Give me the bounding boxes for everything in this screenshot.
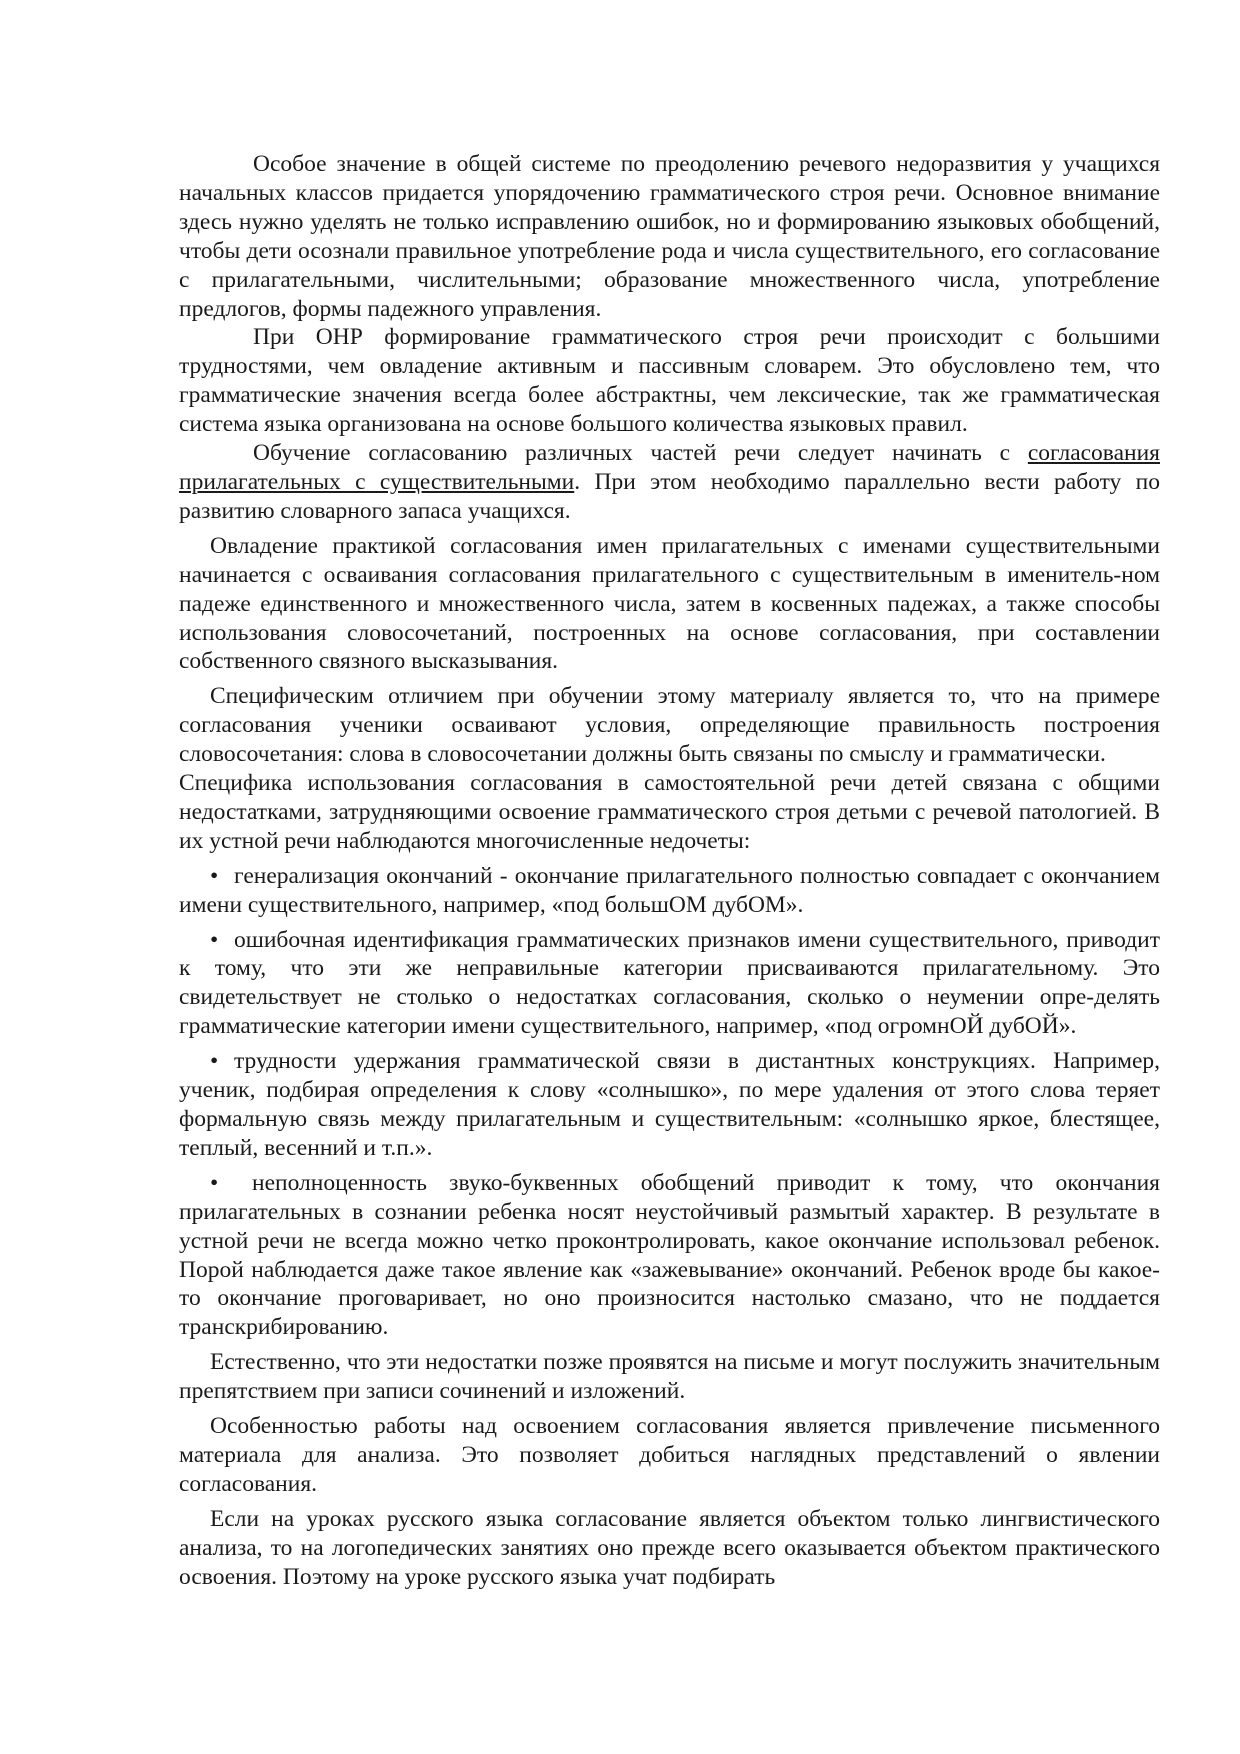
paragraph-3-underlined-text: согласования прилагательных с существительными [179, 440, 1160, 495]
paragraph-1: Особое значение в общей системе по преодолению речевого недоразвития у учащихся начальных классов придается упорядочению грамматического строя речи. Основное внимание здесь нужно уделять не только исправлению ошибок, но и формированию языковых обобщений, чтобы дети осознали правильное употребление рода и числа существительного, его согласование с прилагательными, числительными; образование множественного числа, употребление предлогов, формы падежного управления. [179, 151, 1160, 322]
bullet-item-text: трудности удержания грамматической связи в дистантных конструкциях. Например, ученик, подбирая определения к слову «солнышко», по мере удаления от этого слова теряет формальную связь между прилагательным и существительным: «солнышко яркое, блестящее, теплый, весенний и т.п.». [179, 1048, 1160, 1161]
paragraph-5: Специфическим отличием при обучении этому материалу является то, что на примере согласования ученики осваивают условия, определяющие правильность построения словосочетания: слова в словосочетании должны быть связаны по смыслу и грамматически. [179, 683, 1160, 768]
bullet-item-text: ошибочная идентификация грамматических признаков имени существительного, приводит к тому, что эти же неправильные категории присваиваются прилагательному. Это свидетельствует не столько о недостатках согласования, сколько о неумении опре-делять грамматические категории имени существительного, например, «под огромнОЙ дубОЙ». [179, 926, 1160, 1040]
bullet-item-4 [179, 1169, 1160, 1342]
bullet-item-3 [179, 1047, 1160, 1163]
paragraph-9: Если на уроках русского языка согласование является объектом только лингвистического анализа, то на логопедических занятиях оно прежде всего оказывается объектом практического освоения. Поэтому на уроке русского языка учат подбирать [179, 1505, 1160, 1590]
bullet-item-text: неполноценность звуко-буквенных обобщений приводит к тому, что окончания прилагательных в сознании ребенка носят неустойчивый размытый характер. В результате в устной речи не всегда можно четко проконтролировать, какое окончание использовал ребенок. Порой наблюдается даже такое явление как «зажевывание» окончаний. Ребенок вроде бы какое-то окончание проговаривает, но оно произносится настолько смазано, что не поддается транскрибированию. [179, 1169, 1160, 1341]
paragraph-8: Особенностью работы над освоением согласования является привлечение письменного материала для анализа. Это позволяет добиться наглядных представлений о явлении согласования. [179, 1413, 1160, 1497]
document-body [179, 150, 1160, 1592]
paragraph-2: При ОНР формирование грамматического строя речи происходит с большими трудностями, чем овладение активным и пассивным словарем. Это обусловлено тем, что грамматические значения всегда более абстрактны, чем лексические, так же грамматическая система языка организована на основе большого количества языковых правил. [179, 324, 1160, 438]
paragraph-6: Специфика использования согласования в самостоятельной речи детей связана с общими недостатками, затрудняющими освоение грамматического строя детьми с речевой патологией. В их устной речи наблюдаются многочисленные недочеты: [179, 770, 1160, 854]
paragraph-7: Естественно, что эти недостатки позже проявятся на письме и могут послужить значительным препятствием при записи сочинений и изложений. [179, 1349, 1160, 1405]
paragraph-3-text-before: Обучение согласованию различных частей речи следует начинать с [253, 440, 1028, 467]
bullet-item-2 [179, 926, 1160, 1042]
paragraph-4: Овладение практикой согласования имен прилагательных с именами существительными начинается с осваивания согласования прилагательного с существительным в именитель-ном падеже единственного и множественного числа, затем в косвенных падежах, а также способы использования словосочетаний, построенных на основе согласования, при составлении собственного связного высказывания. [179, 532, 1160, 675]
bullet-marker: • [210, 1048, 219, 1075]
paragraph-3 [179, 439, 1160, 526]
bullet-marker: • [210, 862, 219, 889]
bullet-marker: • [210, 926, 219, 953]
bullet-item-text: генерализация окончаний - окончание прилагательного полностью совпадает с окончанием имени существительного, например, «под большОМ дубОМ». [179, 862, 1160, 918]
bullet-item-1 [179, 862, 1160, 920]
paragraph-3-text-after: . При этом необходимо параллельно вести работу по развитию словарного запаса учащихся. [179, 468, 1160, 524]
bullet-marker: • [210, 1169, 219, 1196]
